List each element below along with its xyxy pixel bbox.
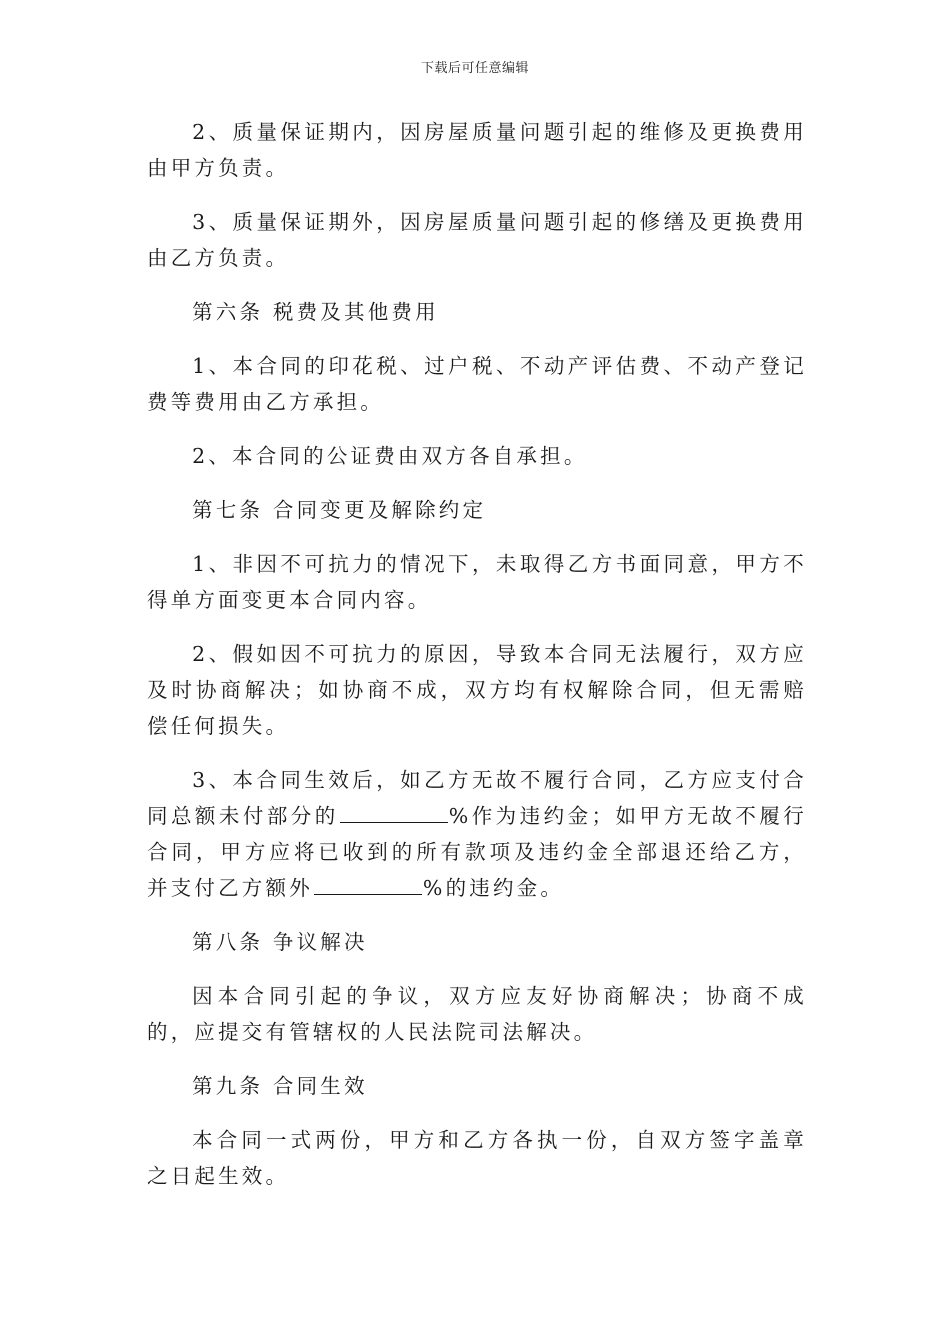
paragraph-breach-penalty bbox=[147, 762, 807, 906]
page-header: 下载后可任意编辑 bbox=[420, 61, 529, 76]
paragraph-force-majeure: 2、假如因不可抗力的原因，导致本合同无法履行，双方应及时协商解决；如协商不成，双方均有权解除合同，但无需赔偿任何损失。 bbox=[147, 642, 807, 738]
paragraph-quality-warranty-within: 2、质量保证期内，因房屋质量问题引起的维修及更换费用由甲方负责。 bbox=[147, 120, 807, 180]
blank-field-penalty-percent-b[interactable] bbox=[340, 802, 448, 823]
paragraph-dispute-resolution: 因本合同引起的争议，双方应友好协商解决；协商不成的，应提交有管辖权的人民法院司法解决。 bbox=[147, 984, 807, 1044]
paragraph-no-unilateral-change: 1、非因不可抗力的情况下，未取得乙方书面同意，甲方不得单方面变更本合同内容。 bbox=[147, 552, 807, 612]
paragraph-taxes: 1、本合同的印花税、过户税、不动产评估费、不动产登记费等费用由乙方承担。 bbox=[147, 354, 807, 414]
breach-text-2: %作为违约金；如甲方无故不履行合同，甲方应将已收到的所有款项及违约金全部退还给乙方，并支付乙方额外 bbox=[147, 804, 807, 900]
paragraph-contract-effect: 本合同一式两份，甲方和乙方各执一份，自双方签字盖章之日起生效。 bbox=[147, 1128, 807, 1188]
section-heading-article-9: 第九条 合同生效 bbox=[192, 1074, 368, 1098]
blank-field-penalty-percent-a[interactable] bbox=[314, 874, 422, 895]
breach-text-1: 3、本合同生效后，如乙方无故不履行合同，乙方应支付合同总额未付部分的 bbox=[147, 768, 807, 828]
paragraph-quality-warranty-outside: 3、质量保证期外，因房屋质量问题引起的修缮及更换费用由乙方负责。 bbox=[147, 210, 807, 270]
section-heading-article-6: 第六条 税费及其他费用 bbox=[192, 300, 439, 324]
paragraph-notary-fee: 2、本合同的公证费由双方各自承担。 bbox=[192, 444, 588, 468]
breach-text-3: %的违约金。 bbox=[422, 876, 565, 900]
section-heading-article-8: 第八条 争议解决 bbox=[192, 930, 368, 954]
section-heading-article-7: 第七条 合同变更及解除约定 bbox=[192, 498, 487, 522]
document-body bbox=[147, 114, 807, 1212]
